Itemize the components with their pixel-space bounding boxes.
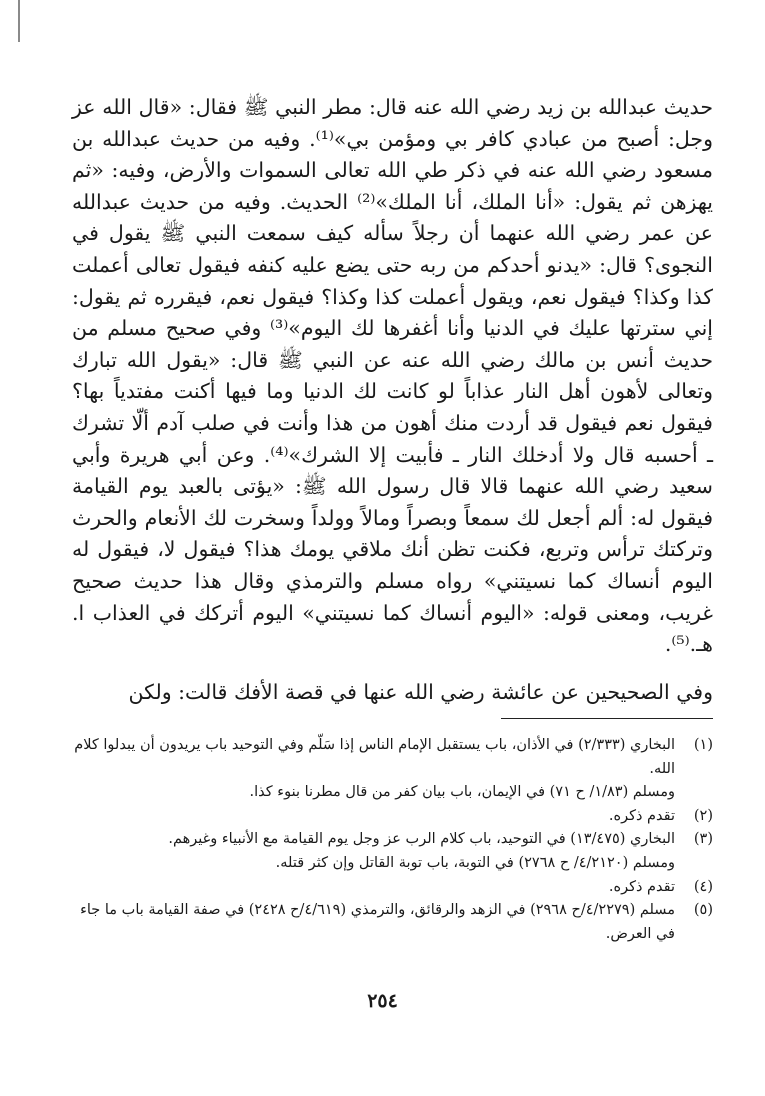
- footnote-1: [72, 734, 713, 781]
- footnote-number: (٥): [693, 902, 713, 919]
- footnote-number: (٢): [693, 807, 713, 824]
- footnote-text: البخاري (١٣/٤٧٥) في التوحيد، باب كلام الرب عز وجل يوم القيامة مع الأنبياء وغيرهم.: [168, 831, 675, 848]
- footnote-5: [72, 899, 713, 946]
- footnote-1-continuation: ومسلم (١/٨٣/ ح ٧١) في الإيمان، باب بيان كفر من قال مطرنا بنوء كذا.: [249, 784, 675, 801]
- footnote-number: (٣): [693, 831, 713, 848]
- footnote-text: مسلم (٤/٢٢٧٩/ح ٢٩٦٨) في الزهد والرقائق، والترمذي (٤/٦١٩/ح ٢٤٢٨) في صفة القيامة باب ما جاء في العرض.: [80, 902, 675, 942]
- footnote-2: [72, 805, 713, 829]
- footnote-number: (١): [693, 737, 713, 753]
- footnote-3: [72, 828, 713, 852]
- footnotes: [72, 734, 713, 946]
- body-paragraph-2: وفي الصحيحين عن عائشة رضي الله عنها في قصة الأفك قالت: ولكن: [128, 679, 713, 704]
- page-edge-line: [18, 0, 20, 42]
- main-text-block: [72, 92, 713, 708]
- footnote-text: تقدم ذكره.: [608, 878, 675, 895]
- footnote-separator: [501, 718, 713, 719]
- footnote-3-continuation: ومسلم (٤/٢١٢٠/ ح ٢٧٦٨) في التوبة، باب توبة القاتل وإن كثر قتله.: [275, 854, 675, 871]
- footnote-4: [72, 876, 713, 900]
- body-paragraph-1: حديث عبدالله بن زيد رضي الله عنه قال: مطر النبي ﷺ فقال: «قال الله عز وجل: أصبح من عبادي كافر بي ومؤمن بي»⁽¹⁾. وفيه من حديث عبدالله بن مسعود رضي الله عنه في ذكر طي الله تعالى السموات والأرض، وفيه: «ثم يهزهن ثم يقول: «أنا الملك، أنا الملك»⁽²⁾ الحديث. وفيه من حديث عبدالله عن عمر رضي الله عنهما أن رجلاً سأله كيف سمعت النبي ﷺ يقول في النجوى؟ قال: «يدنو أحدكم من ربه حتى يضع عليه كنفه فيقول تعالى أعملت كذا وكذا؟ فيقول نعم، ويقول أعملت كذا وكذا؟ فيقول نعم، فيقرره ثم يقول: إني سترتها عليك في الدنيا وأنا أغفرها لك اليوم»⁽³⁾ وفي صحيح مسلم من حديث أنس بن مالك رضي الله عنه عن النبي ﷺ قال: «يقول الله تبارك وتعالى لأهون أهل النار عذاباً لو كانت لك الدنيا وما فيها أكنت مفتدياً بها؟ فيقول نعم فيقول قد أردت منك أهون من هذا وأنت في صلب آدم ألّا تشرك ـ أحسبه قال ولا أدخلك النار ـ فأبيت إلا الشرك»⁽⁴⁾. وعن أبي هريرة وأبي سعيد رضي الله عنهما قالا قال رسول الله ﷺ: «يؤتى بالعبد يوم القيامة فيقول له: ألم أجعل لك سمعاً وبصراً ومالاً وولداً وسخرت لك الأنعام والحرث وتركتك ترأس وتربع، فكنت تظن أنك ملاقي يومك هذا؟ فيقول لا، فيقول له اليوم أنساك كما نسيتني» رواه مسلم والترمذي وقال هذا حديث صحيح غريب، ومعنى قوله: «اليوم أنساك كما نسيتني» اليوم أتركك في العذاب ا. هـ.⁽⁵⁾.: [72, 95, 714, 657]
- page-number: ٢٥٤: [367, 990, 398, 1012]
- footnote-text: البخاري (٢/٣٣٣) في الأذان، باب يستقبل الإمام الناس إذا سَلّم وفي التوحيد باب يريدون أن يبدلوا كلام الله.: [74, 737, 675, 777]
- footnote-number: (٤): [693, 878, 713, 895]
- footnote-text: تقدم ذكره.: [608, 807, 675, 824]
